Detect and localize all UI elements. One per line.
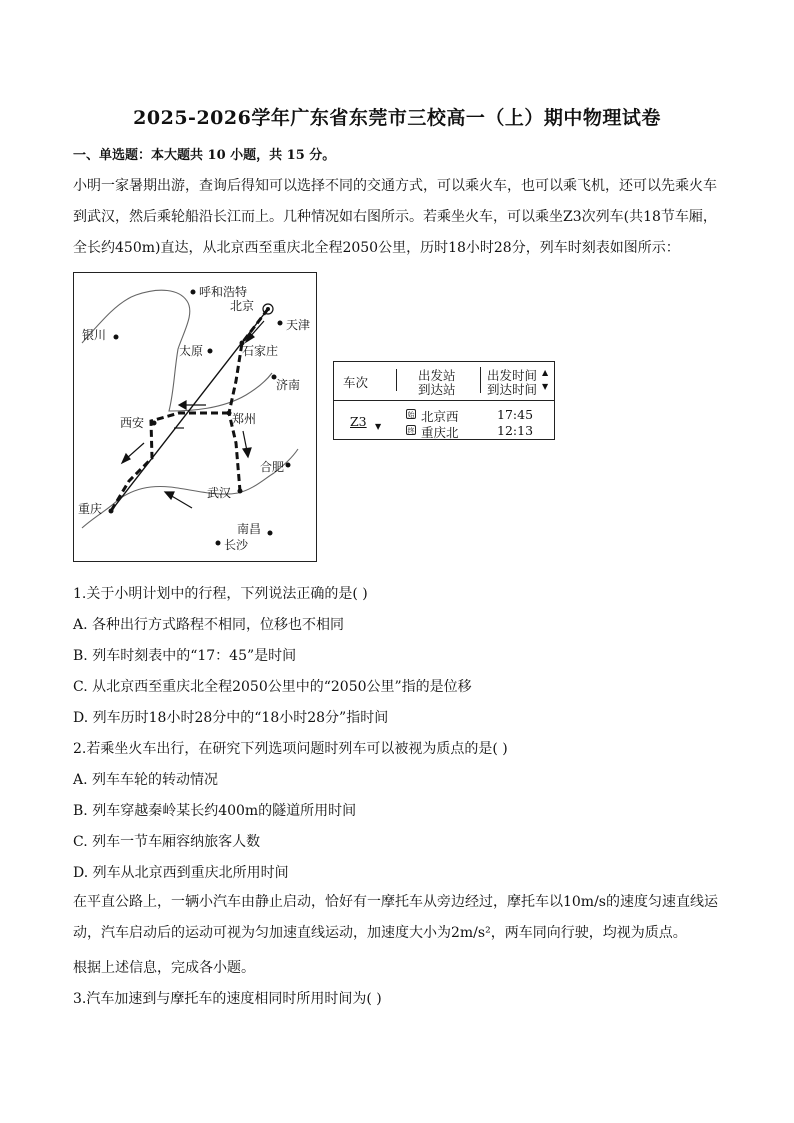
col-train-header: 车次 [343, 375, 369, 390]
col-station-header-bottom: 到达站 [418, 382, 456, 397]
section-heading: 一、单选题：本大题共 10 小题，共 15 分。 [73, 148, 336, 163]
question-1-option-a: A. 各种出行方式路程不相同，位移也不相同 [73, 617, 345, 633]
col-time-header-bottom: 到达时间 [487, 382, 538, 397]
train-number-link[interactable]: Z3 [350, 414, 367, 429]
city-label: 长沙 [224, 538, 249, 552]
intro-paragraph: 小明一家暑期出游，查询后得知可以选择不同的交通方式，可以乘火车，也可以乘飞机，还可以先乘火车到武汉，然后乘轮船沿长江而上。几种情况如右图所示。若乘坐火车，可以乘坐Z3次列车(共18节车厢，全长约450m)直达，从北京西至重庆北全程2050公里，历时18小时28分，列车时刻表如图所示： [73, 178, 717, 256]
city-label: 郑州 [232, 412, 257, 426]
arrive-time: 12:13 [497, 423, 534, 438]
question-1-option-d: D. 列车历时18小时28分中的“18小时28分”指时间 [73, 710, 389, 726]
question-1-stem: 1.关于小明计划中的行程，下列说法正确的是( ) [73, 586, 368, 602]
depart-time: 17:45 [497, 407, 534, 422]
question-1-option-c: C. 从北京西至重庆北全程2050公里中的“2050公里”指的是位移 [73, 679, 472, 695]
question-2-option-c: C. 列车一节车厢容纳旅客人数 [73, 834, 261, 850]
question-1-option-b: B. 列车时刻表中的“17：45”是时间 [73, 648, 297, 664]
route-map-svg [74, 273, 316, 561]
question-3-stem: 3.汽车加速到与摩托车的速度相同时所用时间为( ) [73, 991, 382, 1007]
passage-2: 在平直公路上，一辆小汽车由静止启动，恰好有一摩托车从旁边经过，摩托车以10m/s的速度匀速直线运动，汽车启动后的运动可视为匀加速直线运动，加速度大小为2m/s²，两车同向行驶，均视为质点。 [73, 894, 718, 941]
city-label: 太原 [179, 344, 204, 358]
sort-arrows-icon[interactable]: ▲ ▼ [542, 368, 549, 391]
start-badge-icon: 始 [407, 411, 415, 419]
col-time-header-top: 出发时间 [487, 368, 538, 383]
from-station: 北京西 [421, 409, 459, 424]
question-2-option-b: B. 列车穿越秦岭某长约400m的隧道所用时间 [73, 803, 357, 819]
instruction-text: 根据上述信息，完成各小题。 [73, 960, 255, 976]
train-timetable [333, 361, 555, 440]
column-divider [396, 369, 397, 391]
route-map [73, 272, 317, 562]
city-label: 南昌 [237, 522, 262, 536]
city-label: 合肥 [260, 460, 285, 474]
city-label: 济南 [276, 378, 301, 392]
city-label: 银川 [82, 328, 107, 342]
city-label: 武汉 [207, 486, 232, 500]
to-station: 重庆北 [421, 425, 459, 440]
column-divider [480, 367, 481, 393]
city-label: 石家庄 [242, 344, 279, 358]
city-label: 呼和浩特 [199, 285, 248, 299]
city-label: 北京 [230, 299, 255, 313]
expand-triangle-icon[interactable]: ▼ [375, 422, 382, 431]
col-station-header-top: 出发站 [418, 368, 456, 383]
question-2-option-a: A. 列车车轮的转动情况 [73, 772, 219, 788]
question-2-option-d: D. 列车从北京西到重庆北所用时间 [73, 865, 289, 881]
header-rule [334, 400, 554, 401]
question-2-stem: 2.若乘坐火车出行，在研究下列选项问题时列车可以被视为质点的是( ) [73, 741, 508, 757]
city-label: 西安 [120, 416, 145, 430]
city-label: 天津 [286, 318, 311, 332]
end-badge-icon: 终 [407, 427, 415, 435]
page-title: 2025-2026学年广东省东莞市三校高一（上）期中物理试卷 [133, 107, 661, 129]
city-label: 重庆 [78, 502, 103, 516]
